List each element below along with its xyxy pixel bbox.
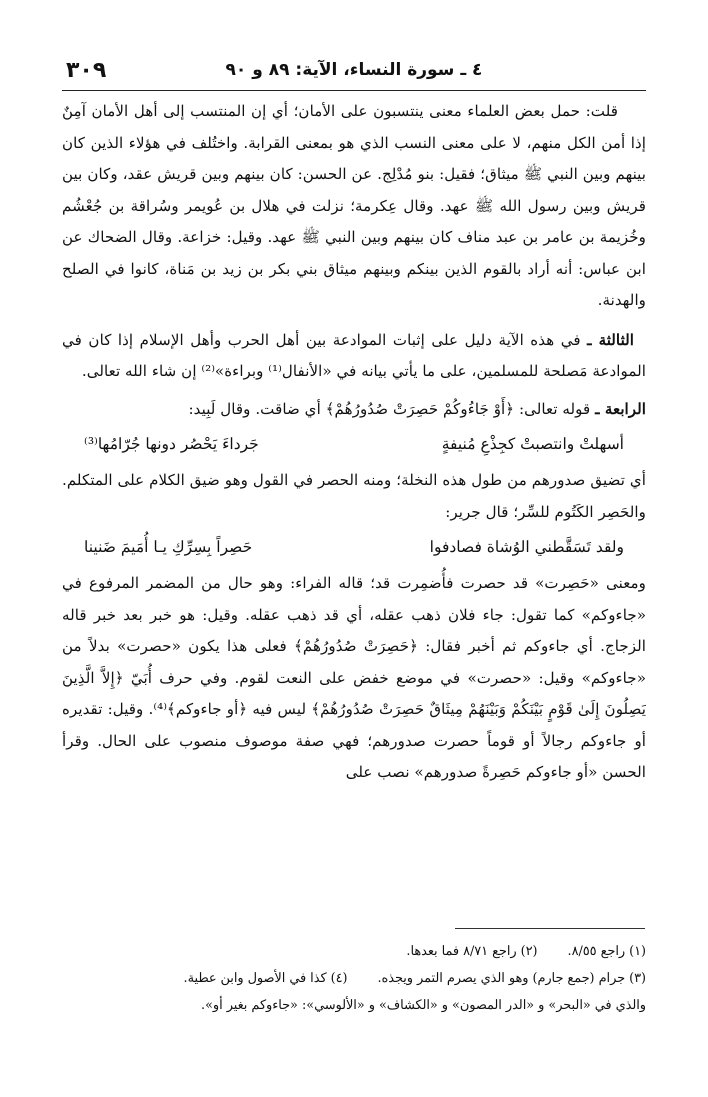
footnote-row — [62, 965, 646, 992]
footnote-1: (١) راجع ٨/٥٥. — [567, 944, 646, 959]
verse-hemistich-second: جَرداءَ يَحْصُر دونها جُرّامُها⁽³⁾ — [84, 435, 259, 453]
page-header — [62, 56, 646, 91]
footnote-2: (٢) راجع ٨/٧١ فما بعدها. — [406, 944, 538, 959]
section-label-third: الثالثة ـ — [587, 330, 634, 349]
paragraph-fourth-text: قوله تعالى: ﴿أَوْ جَاءُوكُمْ حَصِرَتْ صُدُورُهُمْ﴾ أي ضاقت. وقال لَبِيد: — [188, 399, 596, 418]
footnote-4: (٤) كذا في الأصول وابن عطية. — [183, 971, 348, 986]
paragraph-third-text: في هذه الآية دليل على إثبات الموادعة بين أهل الحرب وأهل الإسلام إذا كان في الموادعة مَصلحة للمسلمين، على ما يأتي بيانه في «الأنفال⁽¹⁾ وبراءة»⁽²⁾ إن شاء الله تعالى. — [62, 330, 646, 380]
footnote-divider — [455, 928, 645, 929]
paragraph-fourth-issue — [62, 394, 646, 426]
verse-hemistich-first: أسهلتْ وانتصبتْ كجِذْعِ مُنيفةٍ — [441, 435, 624, 453]
poem-verse-jarir — [62, 528, 646, 566]
main-text — [62, 96, 646, 789]
footnote-3: (٣) جرام (جمع جارم) وهو الذي يصرم التمر ويجذه. — [377, 971, 646, 986]
poem-verse-labid — [62, 425, 646, 463]
paragraph-commentary: قلت: حمل بعض العلماء معنى ينتسبون على الأمان؛ أي إن المنتسب إلى أهل الأمان آمِنٌ إذا أمن الكل منهم، لا على معنى النسب الذي هو بمعنى القرابة. واختُلف في هؤلاء الذين كان بينهم وبين النبي ﷺ ميثاق؛ فقيل: بنو مُدْلِج. عن الحسن: كان بينهم وبين قريش عقد، وكان بين قريش وبين رسول الله ﷺ عهد. وقال عِكرمة؛ نزلت في هلال بن عُويمر وسُراقة بن جُعْشُم وخُزيمة بن عامر بن عبد مناف كان بينهم وبين النبي ﷺ عهد. وقيل: خزاعة. وقال الضحاك عن ابن عباس: أنه أراد بالقوم الذين بينكم وبينهم ميثاق بني بكر بن زيد بن مَناة، كانوا في الصلح والهدنة. — [62, 102, 646, 309]
page-number: ٣٠٩ — [66, 58, 107, 83]
footnotes — [62, 938, 646, 1019]
footnote-4-continued: والذي في «البحر» و «الدر المصون» و «الكشاف» و «الألوسي»: «جاءوكم بغير أو». — [201, 998, 646, 1013]
running-title: ٤ ـ سورة النساء، الآية: ٨٩ و ٩٠ — [225, 60, 483, 80]
paragraph-grammar: ومعنى «حَصِرت» قد حصرت فأُضمِرت قد؛ قاله الفراء: وهو حال من المضمر المرفوع في «جاءوكم» كما تقول: جاء فلان ذهب عقله، أي قد ذهب عقله. وقيل: هو خبر بعد خبر قاله الزجاج. أي جاءوكم ثم أخبر فقال: ﴿حَصِرَتْ صُدُورُهُمْ﴾ فعلى هذا يكون «حصرت» بدلاً من «جاءوكم» وقيل: «حصرت» في موضع خفض على النعت لقوم. وفي حرف أُبَيّ ﴿إِلاَّ الَّذِينَ يَصِلُونَ إِلَىٰ قَوْمٍ بَيْنَكُمْ وَبَيْنَهُمْ مِيثَاقٌ حَصِرَتْ صُدُورُهُمْ﴾ ليس فيه ﴿أو جاءوكم﴾⁽⁴⁾. وقيل: تقديره أو جاءوكم رجالاً أو قوماً حصرت صدورهم؛ فهي صفة موصوف منصوب على الحال. وقرأ الحسن «أو جاءوكم حَصِرةً صدورهم» نصب على — [62, 574, 646, 781]
section-label-fourth: الرابعة ـ — [595, 399, 646, 418]
paragraph-third-issue — [62, 325, 646, 388]
verse-hemistich-second: حَصِراً بِسِرِّكِ يـا أُمَيمَ ضَنينا — [84, 538, 253, 556]
verse-hemistich-first: ولقد تَسَقَّطني الوُشاة فصادفوا — [429, 538, 624, 556]
footnote-row — [62, 992, 646, 1019]
footnote-row — [62, 938, 646, 965]
paragraph-explanation: أي تضيق صدورهم من طول هذه النخلة؛ ومنه الحصر في القول وهو ضيق الكلام على المتكلم. والحَصِر الكَتُوم للسِّر؛ قال جرير: — [62, 471, 646, 521]
